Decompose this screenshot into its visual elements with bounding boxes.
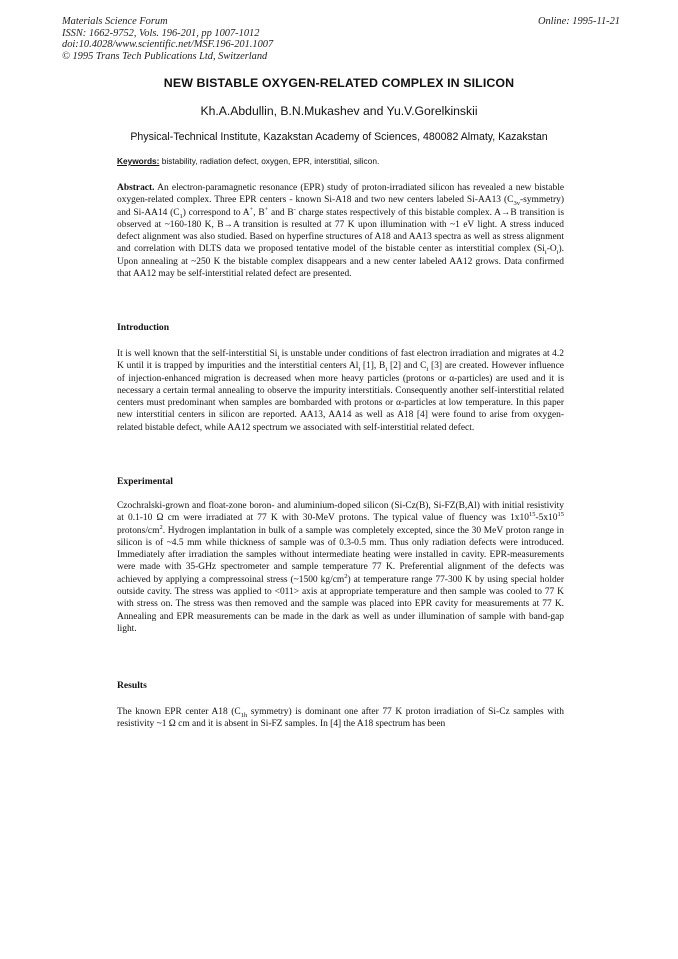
- paper-title: NEW BISTABLE OXYGEN-RELATED COMPLEX IN SILICON: [163, 76, 515, 90]
- introduction-paragraph: It is well known that the self-interstitial $Si_i$ is unstable under conditions of fast electron irradiation and migrates at 4.2 K until it is trapped by impurities and the interstitial centers $Al_i$ [1], $B_i$ [2] and $C_i$ [3] are created. However influence of injection-enhanced migration is decreased when more heavy particles (protons or α-particles) are used and it is necessary a certain termal annealing to observe the impurity interstitials. Consequently another self-interstitial related centers must predominant when samples are bombarded with protons or α-particles at low temperature. In this paper new interstitial centers in silicon are reported. AA13, AA14 as well as A18 [4] were found to arise from oxygen-related bistable defect, while AA12 spectrum we associated with self-interstitial related defect.: [117, 349, 564, 433]
- results-heading: Results: [117, 680, 147, 691]
- copyright-line: © 1995 Trans Tech Publications Ltd, Switzerland: [62, 50, 268, 62]
- publication-header: [62, 16, 620, 62]
- online-date: Online: 1995-11-21: [537, 16, 620, 27]
- experimental-paragraph: Czochralski-grown and float-zone boron- and aluminium-doped silicon (Si-Cz(B), Si-FZ(B,Al) with initial resistivity at 0.1-10 Ω cm were irradiated at 77 K with 30-MeV protons. The typical value of fluency was $1x10^{15}-5x10^{15}$ protons/$cm^2$. Hydrogen implantation in bulk of a sample was completely excepted, since the 30 MeV proton range in silicon is of ~4.5 mm while thickness of sample was of 0.3-0.5 mm. Thus only radiation defects were introduced. Immediately after irradiation the samples without intermediate heating were installed in cavity. EPR-measurements were made with 35-GHz spectrometer and sample temperature 77 K. Preferential alignment of the defects was achieved by applying a compressoinal stress (~1500 $kg/cm^2$) at temperature range 77-300 K by using special holder outside cavity. The stress was applied to <011> axis at appropriate temperature and then sample was cooled to 77 K with stress on. The stress was then removed and the sample was placed into EPR cavity for measurements at 77 K. Annealing and EPR measurements can be made in the dark as well as under illumination of sample with band-gap light.: [117, 501, 565, 634]
- keywords-text: bistability, radiation defect, oxygen, EPR, interstitial, silicon.: [161, 156, 380, 166]
- keywords-line: [117, 156, 379, 166]
- abstract-section: [117, 182, 564, 280]
- introduction-heading: Introduction: [117, 322, 170, 333]
- journal-name: Materials Science Forum: [62, 16, 168, 27]
- results-section: [117, 706, 564, 731]
- experimental-section: [117, 500, 564, 635]
- experimental-heading: Experimental: [117, 476, 173, 487]
- introduction-section: [117, 348, 564, 434]
- keywords-label: Keywords:: [117, 156, 160, 166]
- abstract-label: Abstract.: [117, 183, 155, 193]
- abstract-paragraph: Abstract. An electron-paramagnetic resonance (EPR) study of proton-irradiated silicon has revealed a new bistable oxygen-related complex. Three EPR centers - known Si-A18 and two new centers labeled Si-AA13 $(C_{3v}-symmetry)$ and Si-AA14 $(C_1)$ correspond to A+, B+ and B- charge states respectively of this bistable complex. A→B transition is observed at ~160-180 K, B→A transition is resulted at 77 K upon illumination with ~1 eV light. A stress induced defect alignment was also studied. Based on hyperfine structures of A18 and AA13 spectra as well as stress alignment and correlation with DLTS data we proposed tentative model of the bistable center as interstitial complex $(Si_i-O_i)$. Upon annealing at ~250 K the bistable complex disappears and a new center labeled AA12 grows. Data confirmed that AA12 may be self-interstitial related defect are presented.: [117, 183, 565, 280]
- paper-affiliation: Physical-Technical Institute, Kazakstan Academy of Sciences, 480082 Almaty, Kazakstan: [130, 131, 548, 143]
- results-paragraph: The known EPR center A18 ($C_{1h}$ symmetry) is dominant one after 77 K proton irradiation of Si-Cz samples with resistivity ~1 Ω cm and it is absent in Si-FZ samples. In [4] the A18 spectrum has been: [117, 707, 564, 730]
- paper-authors: Kh.A.Abdullin, B.N.Mukashev and Yu.V.Gorelkinskii: [200, 104, 478, 118]
- issn-line: ISSN: 1662-9752, Vols. 196-201, pp 1007-1012: [62, 27, 260, 39]
- doi-line: doi:10.4028/www.scientific.net/MSF.196-201.1007: [62, 39, 274, 51]
